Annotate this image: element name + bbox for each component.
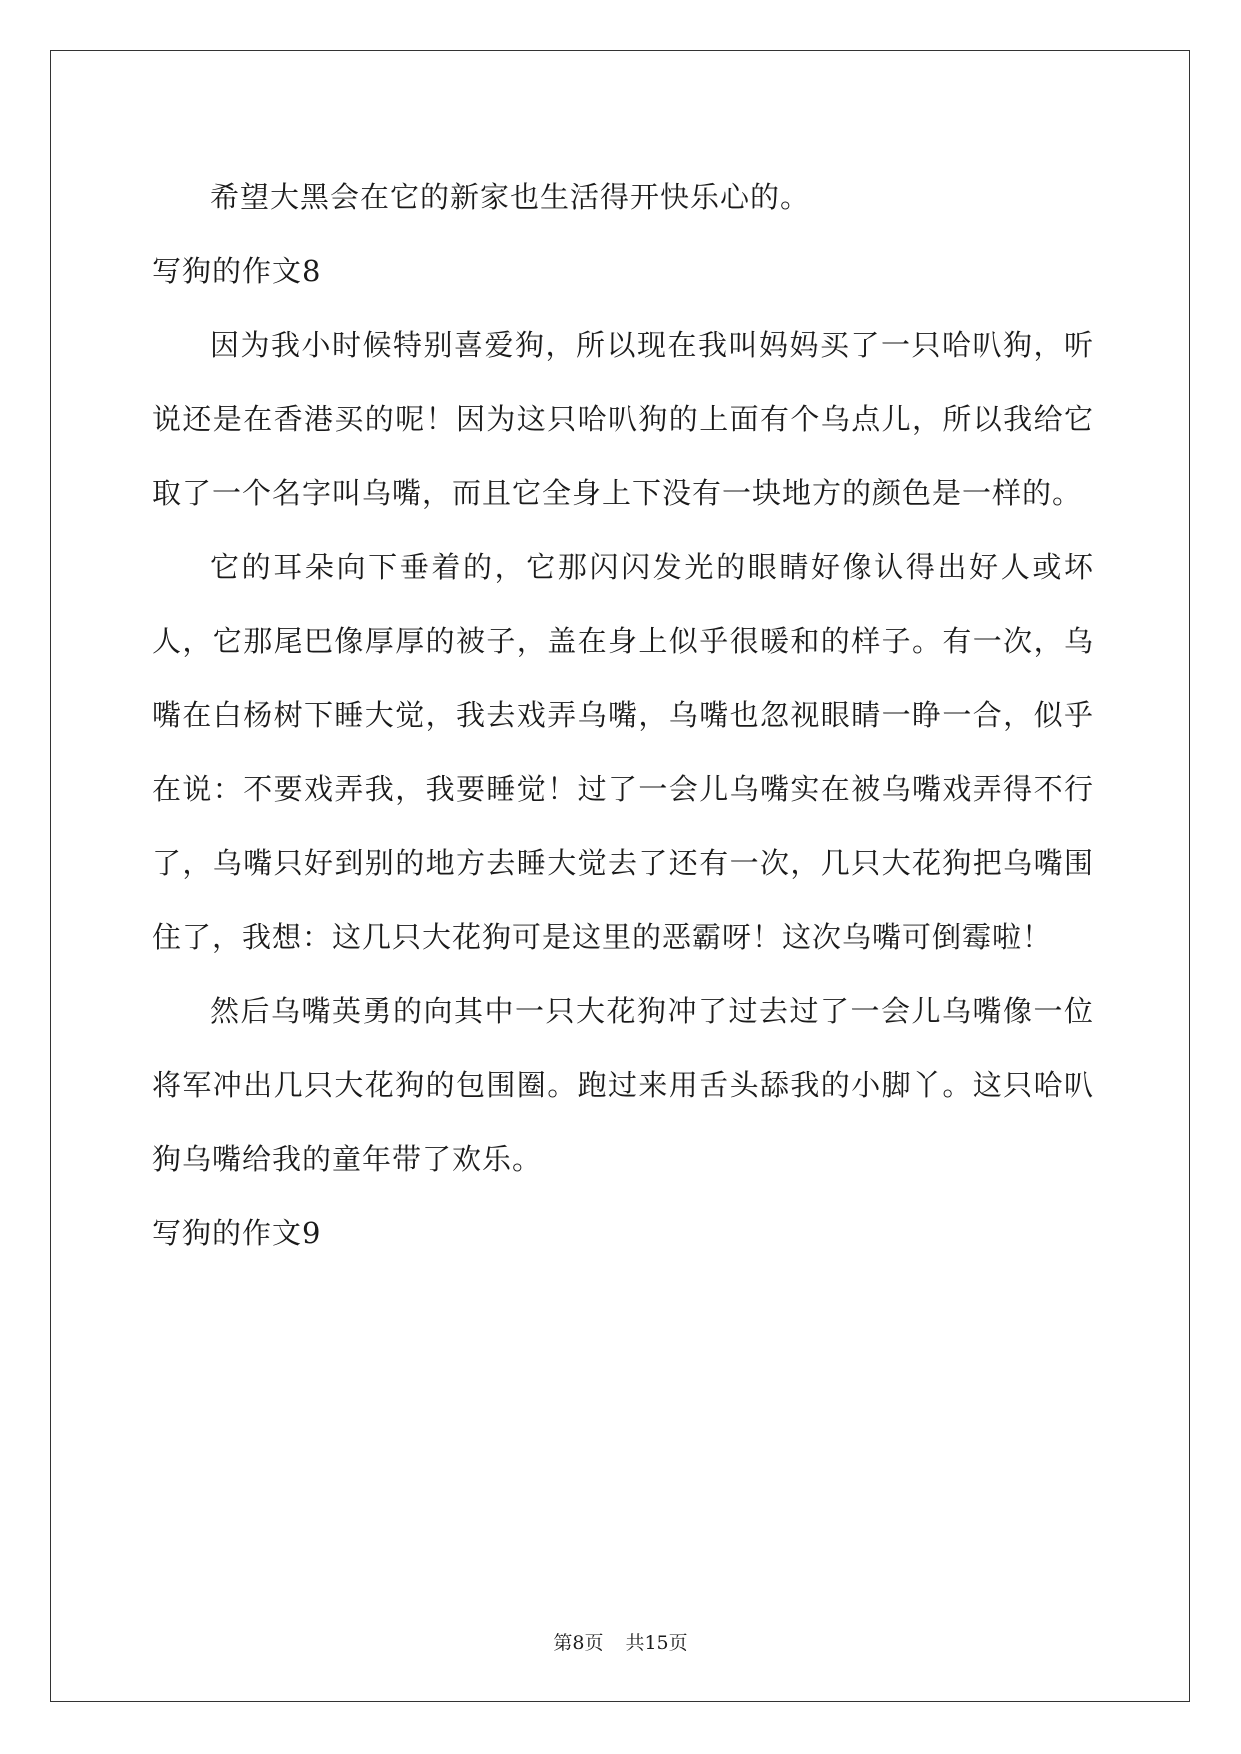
paragraph: 因为我小时候特别喜爱狗，所以现在我叫妈妈买了一只哈叭狗，听说还是在香港买的呢！因为这只哈叭狗的上面有个乌点儿，所以我给它取了一个名字叫乌嘴，而且它全身上下没有一块地方的颜色是一样的。	[152, 328, 1094, 510]
section-heading: 写狗的作文8	[152, 254, 322, 288]
page-footer	[0, 1628, 1241, 1655]
document-body	[152, 160, 1094, 1270]
paragraph: 希望大黑会在它的新家也生活得开快乐心的。	[210, 180, 811, 214]
page-total: 共15页	[625, 1632, 688, 1654]
paragraph: 它的耳朵向下垂着的，它那闪闪发光的眼睛好像认得出好人或坏人，它那尾巴像厚厚的被子，盖在身上似乎很暖和的样子。有一次，乌嘴在白杨树下睡大觉，我去戏弄乌嘴，乌嘴也忽视眼睛一睁一合，似乎在说：不要戏弄我，我要睡觉！过了一会儿乌嘴实在被乌嘴戏弄得不行了，乌嘴只好到别的地方去睡大觉去了还有一次，几只大花狗把乌嘴围住了，我想：这几只大花狗可是这里的恶霸呀！这次乌嘴可倒霉啦！	[152, 550, 1094, 954]
section-heading: 写狗的作文9	[152, 1216, 322, 1250]
page-number: 第8页	[553, 1632, 604, 1654]
paragraph: 然后乌嘴英勇的向其中一只大花狗冲了过去过了一会儿乌嘴像一位将军冲出几只大花狗的包围圈。跑过来用舌头舔我的小脚丫。这只哈叭狗乌嘴给我的童年带了欢乐。	[152, 994, 1094, 1176]
